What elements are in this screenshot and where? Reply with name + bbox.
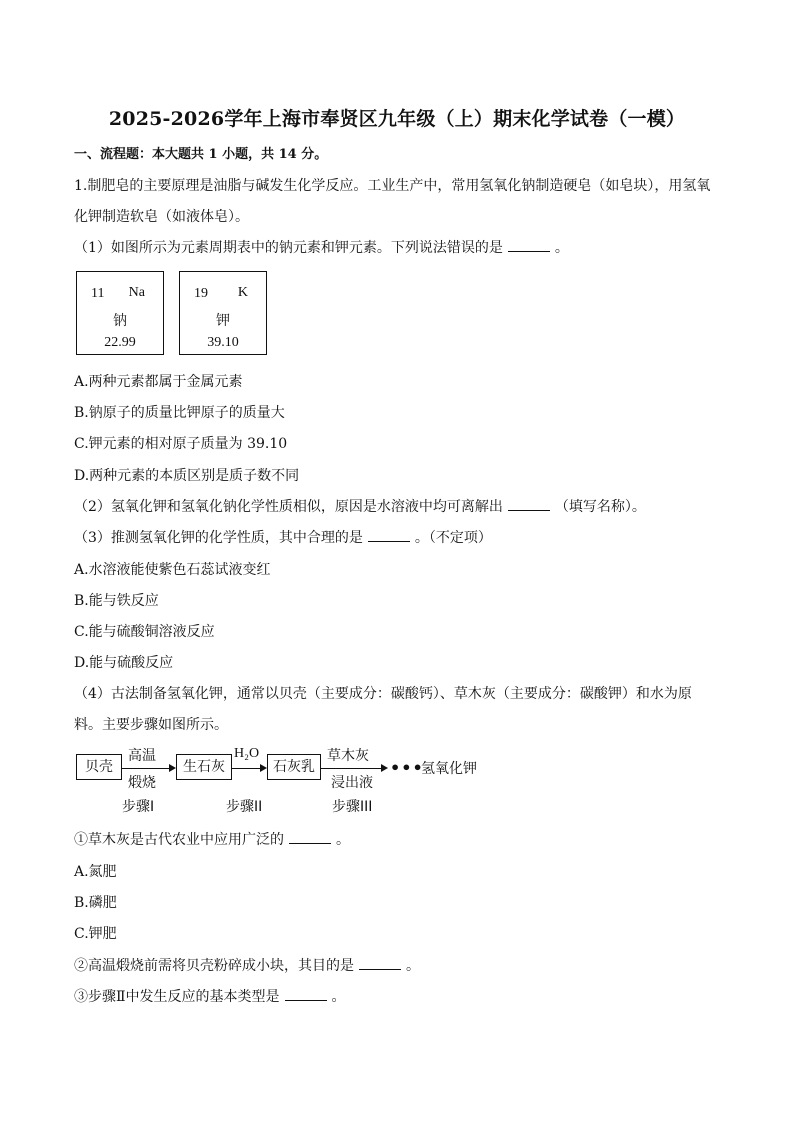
answer-blank[interactable] — [508, 239, 550, 252]
answer-blank[interactable] — [368, 529, 410, 542]
sub-question-1 — [74, 238, 724, 258]
sub-question-3 — [74, 528, 724, 548]
option-4-1a: A.氮肥 — [74, 864, 117, 880]
element-name: 钠 — [113, 313, 127, 329]
flow-box-lime-milk: 石灰乳 — [267, 754, 321, 780]
option-1a: A.两种元素都属于金属元素 — [74, 374, 243, 390]
flow-box-shell: 贝壳 — [76, 754, 122, 780]
option-1c: C.钾元素的相对原子质量为 39.10 — [74, 436, 288, 452]
element-card-potassium — [179, 271, 267, 355]
atomic-number: 11 — [91, 286, 105, 301]
arrow-3-condition-bottom: 浸出液 — [331, 775, 373, 791]
arrow-1-head — [169, 764, 176, 772]
flow-box-quicklime: 生石灰 — [176, 754, 232, 780]
answer-blank[interactable] — [508, 498, 550, 511]
arrow-2-condition-top: H₂O — [234, 746, 260, 761]
process-flow-diagram — [74, 748, 494, 818]
sub-question-4-2 — [74, 956, 724, 976]
element-symbol: Na — [128, 285, 145, 300]
sub-question-2 — [74, 497, 724, 517]
answer-blank[interactable] — [289, 831, 331, 844]
answer-blank[interactable] — [359, 957, 401, 970]
option-3c: C.能与硫酸铜溶液反应 — [74, 624, 215, 640]
element-symbol: K — [237, 285, 248, 300]
sub-question-4-3-text: ③步骤Ⅱ中发生反应的基本类型是 — [74, 989, 280, 1005]
option-4-1b: B.磷肥 — [74, 895, 117, 911]
sub-question-3-text: （3）推测氢氧化钾的化学性质，其中合理的是 — [74, 530, 363, 546]
sub-question-4-line-1: （4）古法制备氢氧化钾，通常以贝壳（主要成分：碳酸钙）、草木灰（主要成分：碳酸钾）和水为原 — [74, 686, 692, 702]
sub-question-4-3-end: 。 — [331, 989, 346, 1005]
sub-question-4-line-2: 料。主要步骤如图所示。 — [74, 717, 228, 733]
flow-product: 氢氧化钾 — [421, 761, 477, 777]
sub-question-1-end: 。 — [554, 240, 569, 256]
sub-question-2-end: （填写名称）。 — [554, 499, 646, 515]
flow-continuation-dots: ••• — [390, 758, 424, 777]
atomic-number: 19 — [194, 286, 208, 301]
arrow-1 — [122, 768, 169, 769]
element-card-sodium — [76, 271, 164, 355]
option-3a: A.水溶液能使紫色石蕊试液变红 — [74, 562, 271, 578]
option-4-1c: C.钾肥 — [74, 926, 117, 942]
arrow-3-head — [381, 764, 388, 772]
sub-question-4-3 — [74, 987, 724, 1007]
arrow-3-condition-top: 草木灰 — [327, 748, 369, 764]
atomic-mass: 22.99 — [104, 335, 136, 350]
atomic-mass: 39.10 — [207, 335, 239, 350]
sub-question-4-1-end: 。 — [336, 832, 350, 848]
option-3b: B.能与铁反应 — [74, 593, 159, 609]
step-label-1: 步骤I — [122, 799, 155, 815]
option-1b: B.钠原子的质量比钾原子的质量大 — [74, 405, 285, 421]
exam-title: 2025-2026学年上海市奉贤区九年级（上）期末化学试卷（一模） — [108, 108, 686, 130]
sub-question-1-text: （1）如图所示为元素周期表中的钠元素和钾元素。下列说法错误的是 — [74, 240, 503, 256]
sub-question-2-text: （2）氢氧化钾和氢氧化钠化学性质相似，原因是水溶液中均可离解出 — [74, 499, 503, 515]
sub-question-4-1 — [74, 830, 724, 850]
sub-question-4-2-text: ②高温煅烧前需将贝壳粉碎成小块，其目的是 — [74, 958, 354, 974]
section-heading: 一、流程题：本大题共 1 小题，共 14 分。 — [74, 147, 328, 162]
option-3d: D.能与硫酸反应 — [74, 655, 174, 671]
sub-question-3-end: 。（不定项） — [414, 530, 492, 546]
element-name: 钾 — [216, 313, 230, 329]
arrow-1-condition-top: 高温 — [128, 748, 156, 764]
step-label-2: 步骤II — [226, 799, 263, 815]
question-intro-line-1: 1.制肥皂的主要原理是油脂与碱发生化学反应。工业生产中，常用氢氧化钠制造硬皂（如皂块），用氢氧 — [74, 178, 711, 194]
sub-question-4-2-end: 。 — [406, 958, 420, 974]
question-intro-line-2: 化钾制造软皂（如液体皂）。 — [74, 209, 249, 225]
step-label-3: 步骤III — [332, 799, 373, 815]
arrow-2-head — [260, 764, 267, 772]
answer-blank[interactable] — [285, 988, 327, 1001]
sub-question-4-1-text: ①草木灰是古代农业中应用广泛的 — [74, 832, 284, 848]
arrow-3 — [321, 768, 381, 769]
arrow-2 — [232, 768, 260, 769]
option-1d: D.两种元素的本质区别是质子数不同 — [74, 468, 300, 484]
arrow-1-condition-bottom: 煅烧 — [128, 775, 156, 791]
